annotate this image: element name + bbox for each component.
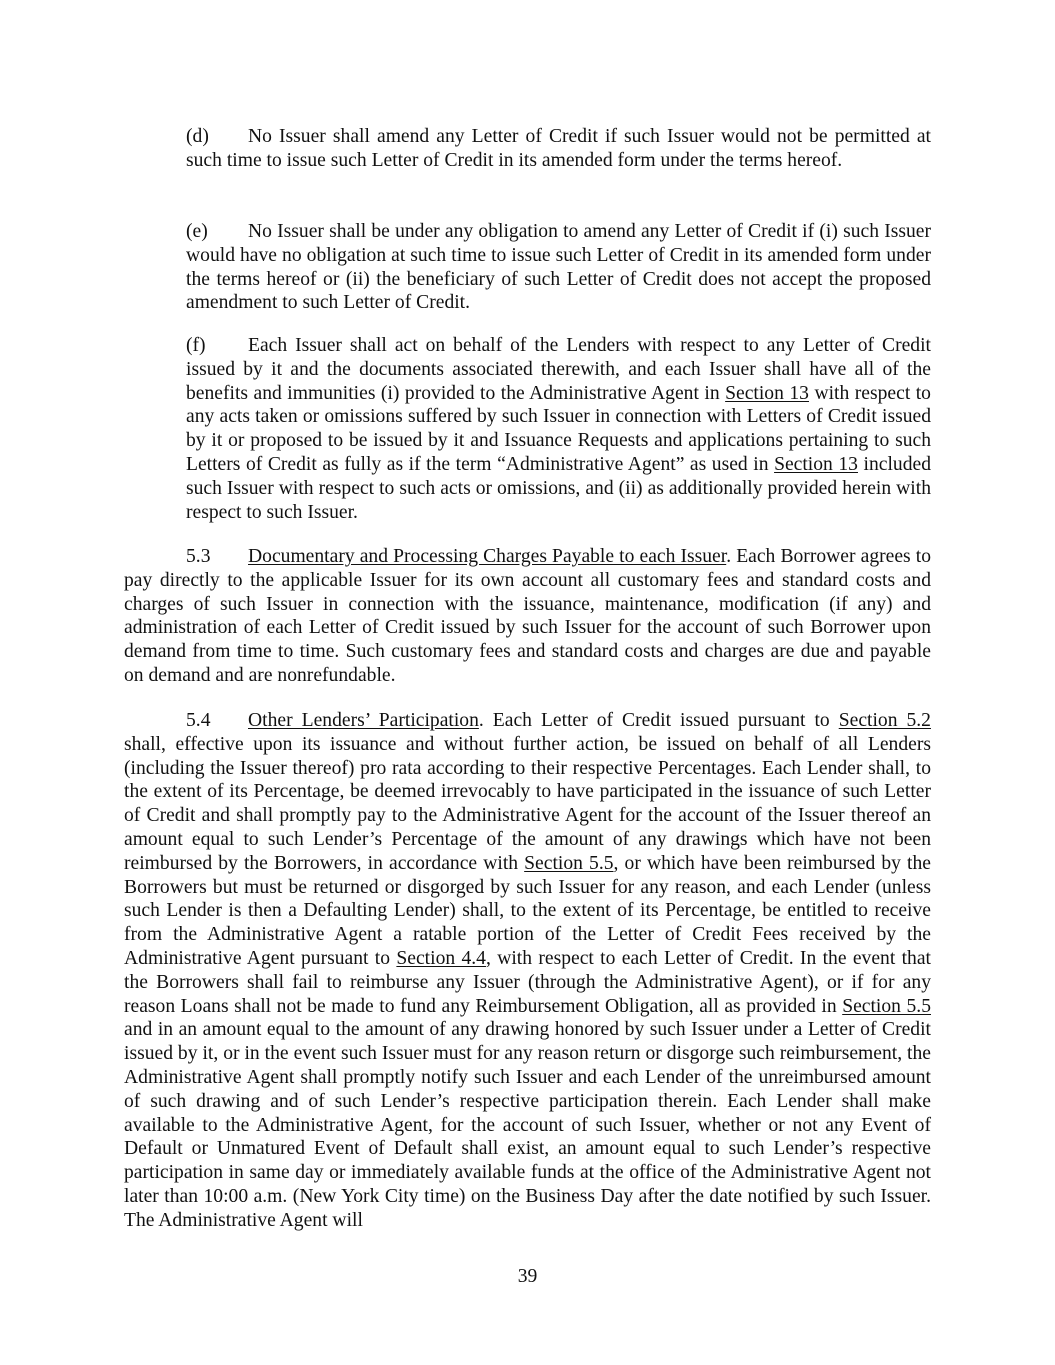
paragraph-text: No Issuer shall amend any Letter of Credit if such Issuer would not be permitted at such time to issue such Letter of Credit in its amended form under the terms hereof. <box>186 126 931 171</box>
section-reference: Section 5.5 <box>524 852 614 874</box>
section-text: . Each Letter of Credit issued pursuant to <box>478 710 839 731</box>
section-reference: Section 5.2 <box>838 710 931 731</box>
page-number: 39 <box>517 1266 538 1287</box>
paragraph-label: (d) <box>186 126 209 147</box>
paragraph-label: (f) <box>186 335 206 356</box>
section-heading: Other Lenders’ Participation <box>248 710 479 731</box>
paragraph-text: with respect to any acts taken or omissions suffered by such Issuer in connection with Letters of Credit issued by it or proposed to be issued by it and Issuance Requests and applications pertaining to such Letters of Credit as fully as if the term “Administrative Agent” as used in <box>186 382 931 475</box>
section-5-3 <box>124 545 931 688</box>
paragraph-text: included such Issuer with respect to such acts or omissions, and (ii) as additionally provided herein with respect to such Issuer. <box>186 453 932 523</box>
paragraph-d <box>186 125 931 173</box>
section-heading: Documentary and Processing Charges Payable to each Issuer <box>248 546 727 567</box>
paragraph-text: Each Issuer shall act on behalf of the Lenders with respect to any Letter of Credit issued by it and the documents associated therewith, and each Issuer shall have all of the benefits and immunities (i) provided to the Administrative Agent in <box>186 335 931 404</box>
section-reference: Section 5.5 <box>842 995 931 1017</box>
paragraph-label: (e) <box>186 221 208 242</box>
paragraph-text: No Issuer shall be under any obligation to amend any Letter of Credit if (i) such Issuer would have no obligation at such time to issue such Letter of Credit in its amended form under the terms hereof or (ii) the beneficiary of such Letter of Credit does not accept the proposed amendment to such Letter of Credit. <box>186 221 931 314</box>
section-number: 5.3 <box>186 546 211 567</box>
section-reference: Section 13 <box>774 453 858 475</box>
section-text: shall, effective upon its issuance and without further action, be issued on behalf of all Lenders (including the Issuer thereof) pro rata according to their respective Percentages. Each Lender shall, to the extent of its Percentage, be deemed irrevocably to have participated in the issuance of such Letter of Credit and shall promptly pay to the Administrative Agent for the account of the Issuer thereof an amount equal to such Lender’s Percentage of the amount of any drawings which have not been reimbursed by the Borrowers, in accordance with <box>124 733 931 874</box>
section-5-4 <box>124 709 931 1233</box>
paragraph-f <box>186 334 931 524</box>
section-reference: Section 4.4 <box>396 947 486 969</box>
section-text: and in an amount equal to the amount of any drawing honored by such Issuer under a Letter of Credit issued by it, or in the event such Issuer must for any reason return or disgorge such reimbursement, the Administrative Agent shall promptly notify such Issuer and each Lender of the unreimbursed amount of such drawing and of such Lender’s respective participation therein. Each Lender shall make available to the Administrative Agent, for the account of such Issuer, whether or not any Event of Default or Unmatured Event of Default shall exist, an amount equal to such Lender’s respective participation in same day or immediately available funds at the office of the Administrative Agent not later than 10:00 a.m. (New York City time) on the Business Day after the date notified by such Issuer. The Administrative Agent will <box>124 1019 931 1231</box>
section-number: 5.4 <box>186 710 211 731</box>
section-text: , with respect to each Letter of Credit. In the event that the Borrowers shall fail to reimburse any Issuer (through the Administrative Agent), or if for any reason Loans shall not be made to fund any Reimbursement Obligation, all as provided in <box>124 947 931 1017</box>
paragraph-e <box>186 220 931 315</box>
section-text: , or which have been reimbursed by the Borrowers but must be returned or disgorged by such Issuer for any reason, and each Lender (unless such Lender is then a Defaulting Lender) shall, to the extent of its Percentage, be entitled to receive from the Administrative Agent a ratable portion of the Letter of Credit Fees received by the Administrative Agent pursuant to <box>124 852 931 969</box>
section-text: . Each Borrower agrees to pay directly to the applicable Issuer for its own account all customary fees and standard costs and charges of such Issuer in connection with the issuance, maintenance, modification (if any) and administration of each Letter of Credit issued by such Issuer for the account of such Borrower upon demand from time to time. Such customary fees and standard costs and charges are due and payable on demand and are nonrefundable. <box>124 546 931 686</box>
section-reference: Section 13 <box>725 382 809 404</box>
